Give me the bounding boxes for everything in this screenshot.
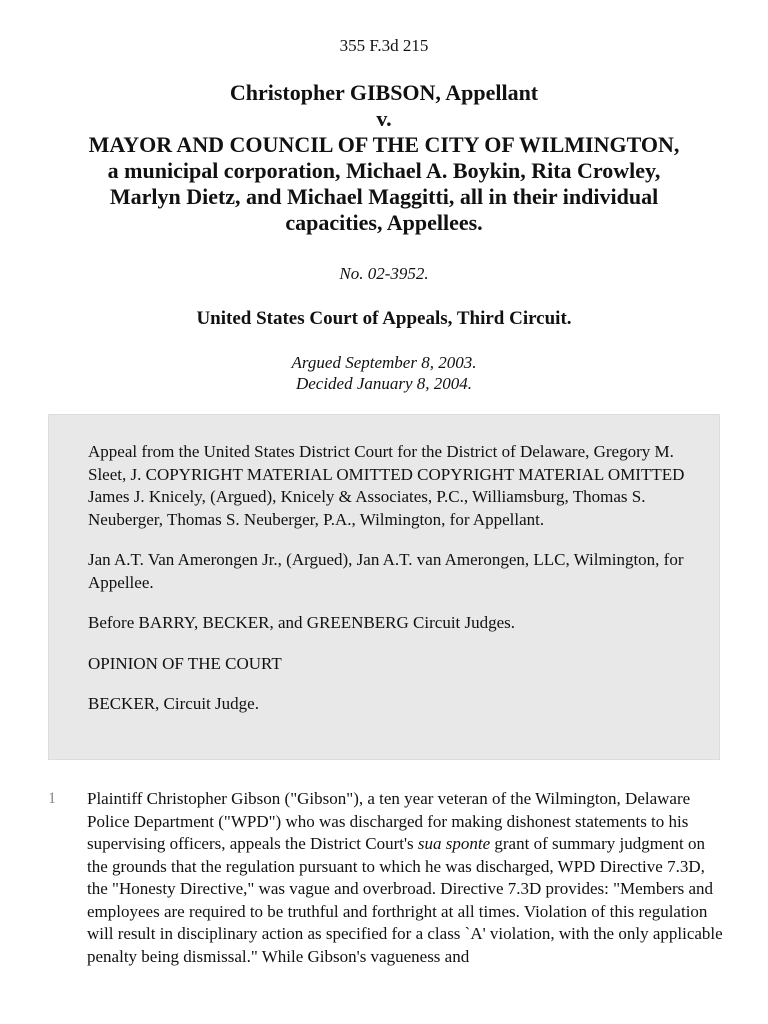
court-name: United States Court of Appeals, Third Circuit. [196, 308, 572, 329]
caption-appellee-line-3: Marlyn Dietz, and Michael Maggitti, all in their individual [109, 184, 659, 209]
case-caption [30, 80, 738, 236]
panel-paragraph: Before BARRY, BECKER, and GREENBERG Circuit Judges. [88, 613, 516, 632]
appellee-counsel-paragraph: Jan A.T. Van Amerongen Jr., (Argued), Jan A.T. van Amerongen, LLC, Wilmington, for Appellee. [88, 550, 684, 592]
caption-versus: v. [376, 106, 392, 131]
paragraph-text [87, 788, 727, 968]
caption-appellee-line-1: MAYOR AND COUNCIL OF THE CITY OF WILMINGTON, [88, 132, 680, 157]
opinion-author: BECKER, Circuit Judge. [88, 694, 259, 713]
paragraph-number[interactable]: 1 [48, 790, 56, 807]
case-citation: 355 F.3d 215 [339, 36, 429, 55]
caption-appellee-line-4: capacities, Appellees. [285, 210, 483, 235]
case-summary-box [48, 414, 720, 760]
decided-date: Decided January 8, 2004. [295, 374, 473, 393]
case-dates [0, 352, 768, 394]
paragraph-text-part-2: grant of summary judgment on the grounds that the regulation pursuant to which he was discharged, WPD Directive 7.3D, the "Honesty Directive," was vague and overbroad. Directive 7.3D provides: "Members and employees are required to be truthful and forthright at all times. Violation of this regulation will result in disciplinary action as specified for a class `A' violation, with the only applicable penalty being dismissal." While Gibson's vagueness and [87, 834, 723, 966]
paragraph-text-part-1: Plaintiff Christopher Gibson ("Gibson"), a ten year veteran of the Wilmington, Delaware Police Department ("WPD") who was discharged for making dishonest statements to his supervising officers, appeals the District Court's [87, 789, 691, 853]
docket-number: No. 02-3952. [339, 264, 429, 283]
italic-term-sua-sponte: sua sponte [417, 834, 491, 853]
caption-appellee-line-2: a municipal corporation, Michael A. Boykin, Rita Crowley, [107, 158, 661, 183]
appeal-counsel-paragraph: Appeal from the United States District Court for the District of Delaware, Gregory M. Sleet, J. COPYRIGHT MATERIAL OMITTED COPYRIGHT MATERIAL OMITTED James J. Knicely, (Argued), Knicely & Associates, P.C., Williamsburg, Thomas S. Neuberger, Thomas S. Neuberger, P.A., Wilmington, for Appellant. [88, 442, 685, 529]
caption-appellant: Christopher GIBSON, Appellant [229, 80, 539, 105]
argued-date: Argued September 8, 2003. [291, 353, 477, 372]
opinion-heading: OPINION OF THE COURT [88, 653, 282, 673]
